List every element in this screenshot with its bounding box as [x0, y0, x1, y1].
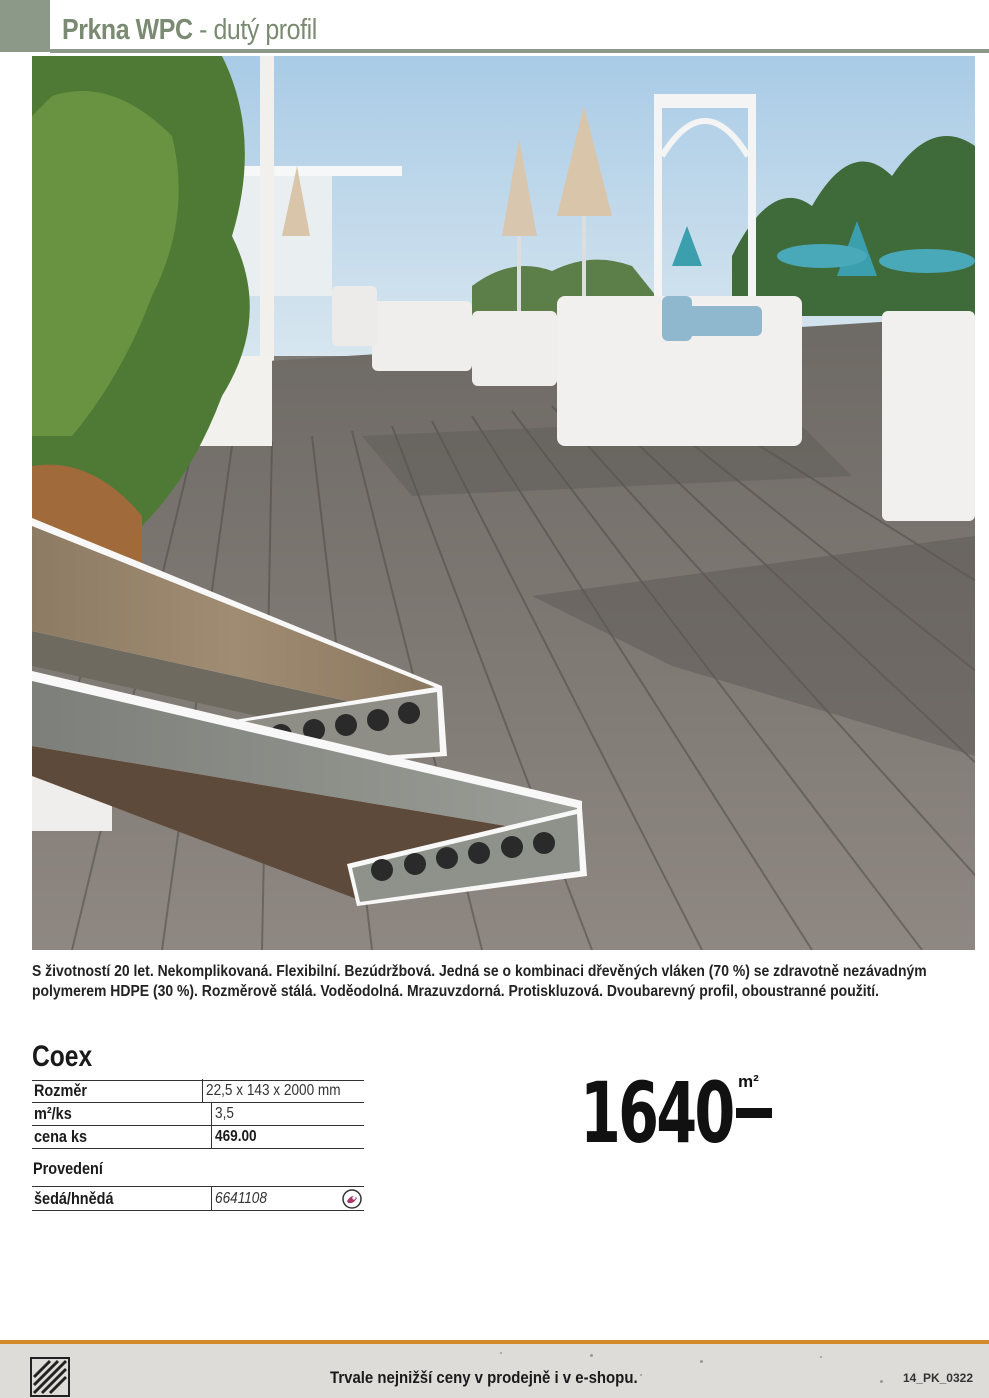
product-description: S životností 20 let. Nekomplikovaná. Flexibilní. Bezúdržbová. Jedná se o kombinaci dřevěných vláken (70 %) se zdravotně nezávadným polymerem HDPE (30 %). Rozměrově stálá. Voděodolná. Mrazuvzdorná. Protiskluzová. Dvoubarevný profil, oboustranné použití. [32, 963, 927, 1000]
header-rule [50, 49, 989, 53]
variant-code: 6641108 [212, 1187, 364, 1210]
variant-heading: Provedení [33, 1159, 103, 1178]
spec-label: m²/ks [32, 1102, 212, 1125]
spec-row [32, 1080, 364, 1103]
spec-value: 22,5 x 143 x 2000 mm [205, 1082, 341, 1099]
spec-value: 469.00 [215, 1128, 257, 1145]
page-title [62, 12, 317, 48]
header-tab [0, 0, 50, 52]
footer-slogan: Trvale nejnižší ceny v prodejně i v e-shopu. [330, 1368, 638, 1387]
variant-label: šedá/hnědá [32, 1187, 212, 1210]
page-code: 14_PK_0322 [902, 1371, 973, 1385]
page-title-strong: Prkna WPC [62, 14, 193, 46]
variant-row [32, 1186, 364, 1211]
logo-icon [30, 1357, 70, 1397]
eshop-icon[interactable] [342, 1189, 362, 1209]
page-title-rest: - dutý profil [192, 14, 317, 46]
price-dash [736, 1108, 772, 1118]
spec-value: 3,5 [215, 1105, 234, 1122]
spec-table [32, 1080, 364, 1149]
price-unit: m² [738, 1072, 759, 1091]
product-photo [32, 56, 975, 950]
spec-label: Rozměr [32, 1079, 203, 1102]
price-amount: 1640 [580, 1064, 733, 1162]
spec-row [32, 1103, 364, 1126]
spec-row [32, 1126, 364, 1149]
product-name: Coex [32, 1040, 93, 1073]
footer [0, 1344, 989, 1398]
spec-label: cena ks [32, 1125, 212, 1148]
